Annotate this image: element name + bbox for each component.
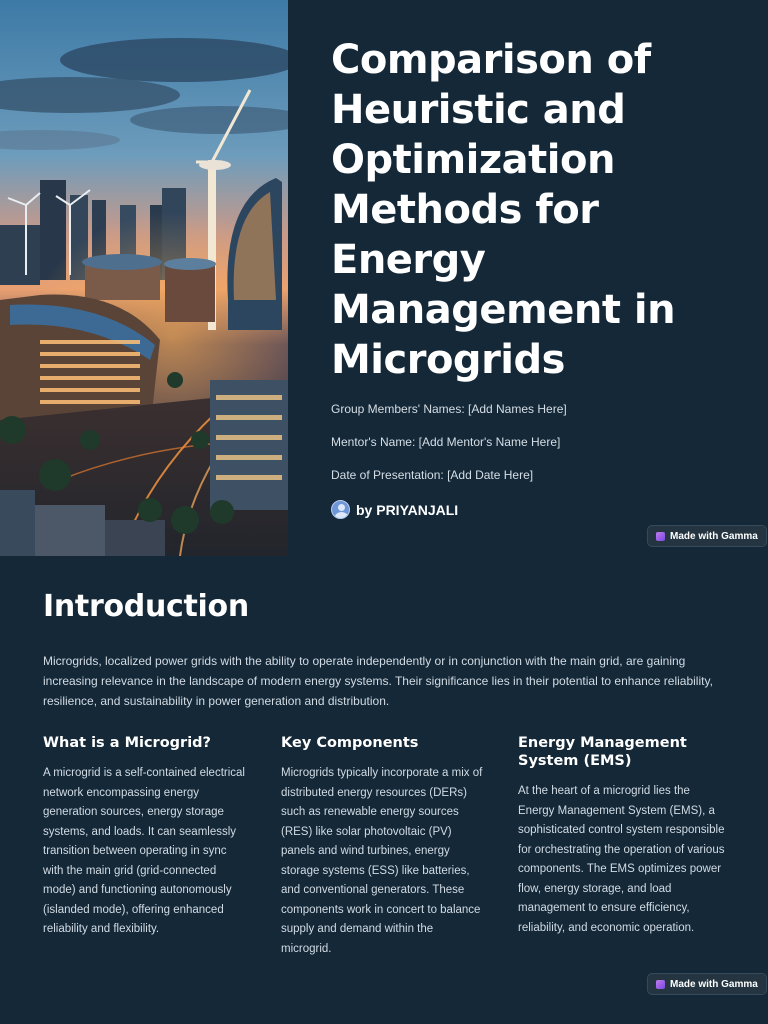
column-heading: Key Components	[281, 735, 419, 751]
badge-label: Made with Gamma	[670, 978, 758, 990]
presentation-title: Comparison of Heuristic and Optimization Methods for Energy Management in Microgrids	[331, 37, 676, 383]
gamma-logo-icon	[656, 980, 665, 989]
column-heading: What is a Microgrid?	[43, 735, 211, 751]
made-with-gamma-button[interactable]	[647, 973, 767, 995]
made-with-gamma-button[interactable]	[647, 525, 767, 547]
introduction-slide	[0, 556, 768, 1024]
column-what-is-microgrid	[43, 734, 248, 940]
mentor-line: Mentor's Name: [Add Mentor's Name Here]	[331, 435, 561, 449]
date-line: Date of Presentation: [Add Date Here]	[331, 468, 534, 482]
author-name: by PRIYANJALI	[356, 501, 459, 518]
column-body: At the heart of a microgrid lies the Energy Management System (EMS), a sophisticated control system responsible for orchestrating the operation of various components. The EMS optimizes power flow, energy storage, and load management to ensure efficiency, reliability, and economic operation.	[518, 785, 725, 934]
avatar	[331, 500, 350, 519]
gamma-logo-icon	[656, 532, 665, 541]
author-byline	[331, 500, 458, 519]
introduction-heading: Introduction	[43, 589, 249, 624]
badge-label: Made with Gamma	[670, 530, 758, 542]
introduction-paragraph: Microgrids, localized power grids with the ability to operate independently or in conjunction with the main grid, are gaining increasing relevance in the landscape of modern energy systems. Their significance lies in their potential to enhance reliability, resilience, and sustainability in power generation and distribution.	[43, 654, 713, 708]
column-ems	[518, 734, 728, 938]
column-key-components	[281, 734, 486, 959]
column-body: Microgrids typically incorporate a mix of distributed energy resources (DERs) such as renewable energy sources (RES) like solar photovoltaic (PV) panels and wind turbines, energy storage systems (ESS) like batteries, and conventional generators. These components work in concert to balance supply and demand within the microgrid.	[281, 767, 483, 955]
hero-image-smart-city	[0, 0, 288, 556]
column-body: A microgrid is a self-contained electrical network encompassing energy generation sources, energy storage systems, and loads. It can seamlessly transition between operating in sync with the main grid (grid-connected mode) and functioning autonomously (islanded mode), offering enhanced reliability and flexibility.	[43, 767, 245, 935]
column-heading: Energy Management System (EMS)	[518, 735, 687, 769]
group-members-line: Group Members' Names: [Add Names Here]	[331, 402, 567, 416]
